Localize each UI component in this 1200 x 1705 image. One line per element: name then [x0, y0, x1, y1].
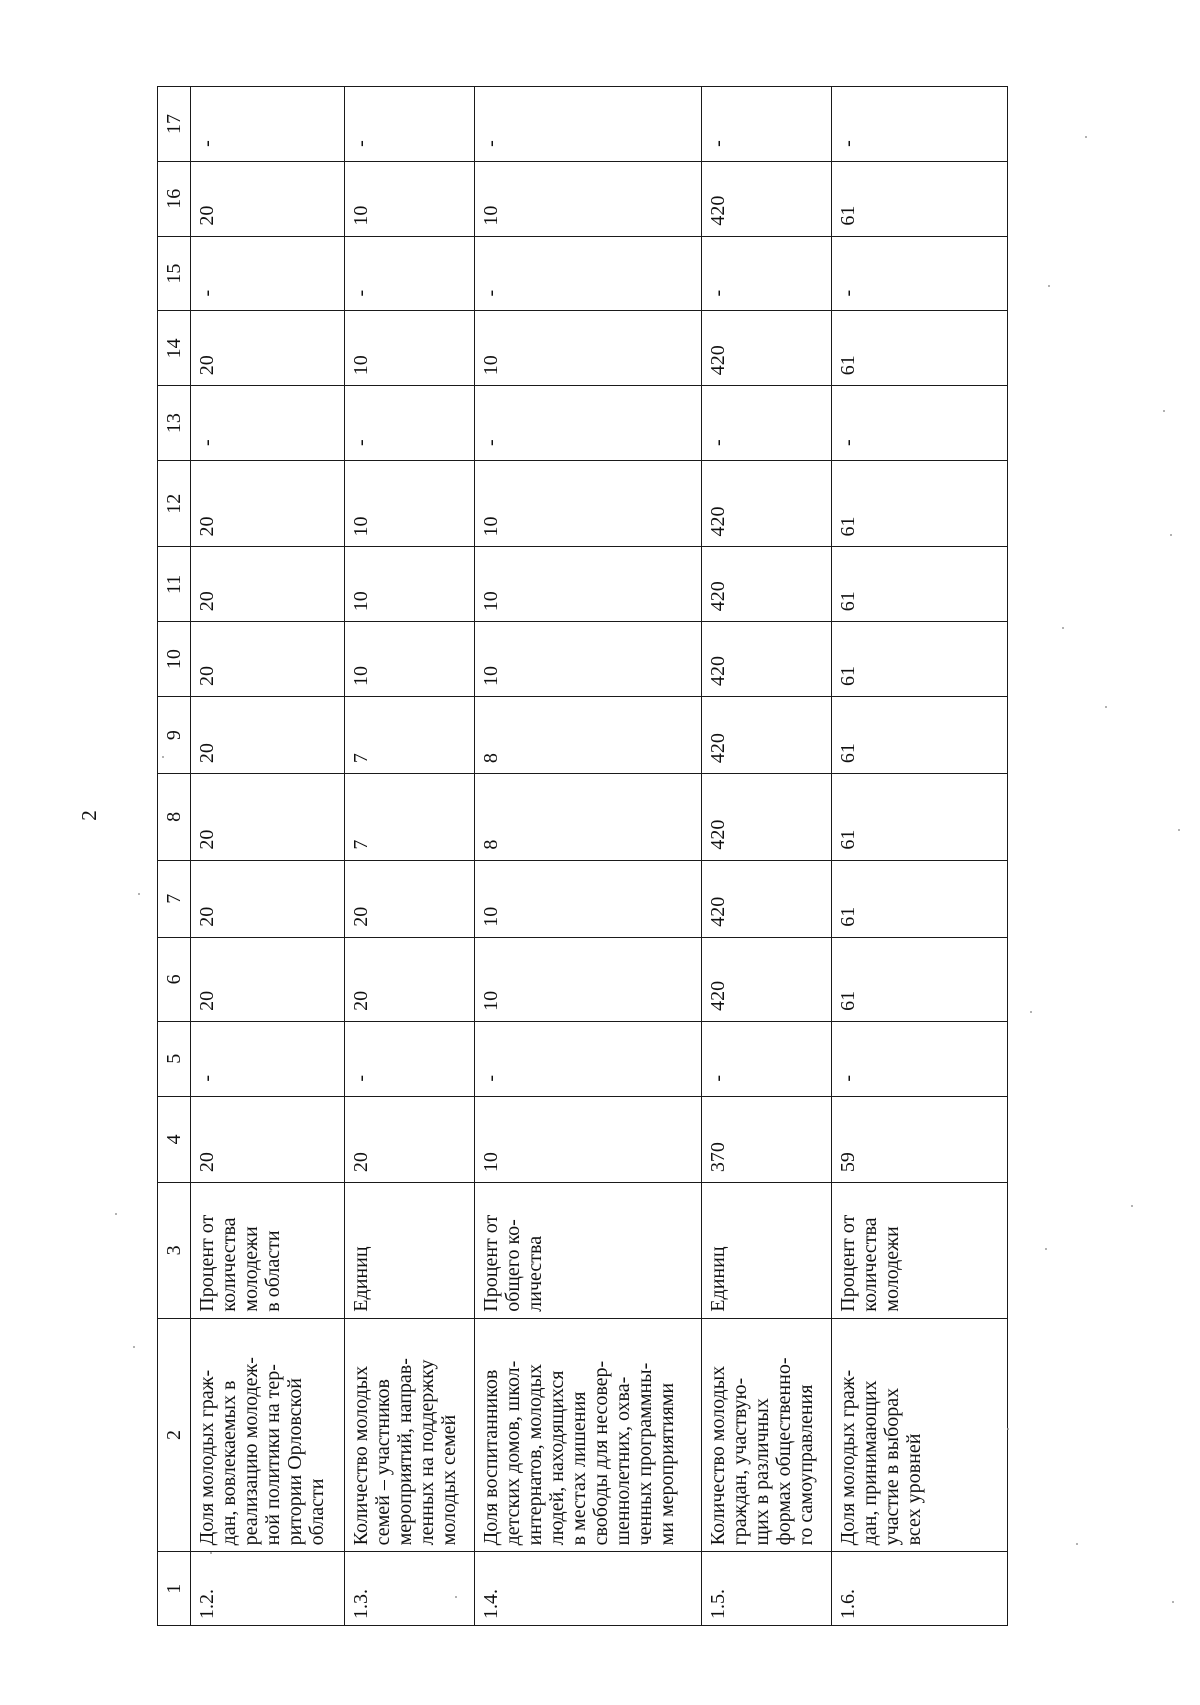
value-cell: 420 — [702, 547, 832, 622]
value-cell: - — [702, 1021, 832, 1096]
column-header-10: 10 — [158, 622, 191, 697]
value-cell: 7 — [345, 774, 475, 860]
value-cell: 10 — [345, 622, 475, 697]
column-header-8: 8 — [158, 774, 191, 860]
row-number-cell: 1.5. — [702, 1552, 832, 1626]
value-cell: - — [832, 386, 1008, 461]
scan-speck — [1105, 706, 1107, 708]
scan-speck — [1048, 285, 1050, 287]
value-cell: - — [832, 236, 1008, 311]
table-row — [475, 87, 702, 1626]
value-cell: 20 — [191, 937, 345, 1021]
table-row — [191, 87, 345, 1626]
column-header-1: 1 — [158, 1552, 191, 1626]
value-cell: 20 — [191, 697, 345, 774]
table-row — [345, 87, 475, 1626]
value-cell: 20 — [191, 547, 345, 622]
value-cell: - — [702, 87, 832, 162]
value-cell: 8 — [475, 697, 702, 774]
value-cell: - — [475, 87, 702, 162]
value-cell: - — [475, 1021, 702, 1096]
value-cell: - — [345, 236, 475, 311]
page-number: 2 — [76, 810, 101, 821]
table-body — [191, 87, 1008, 1626]
table-row — [832, 87, 1008, 1626]
rotated-table-container — [157, 86, 1007, 1626]
row-number-cell: 1.4. — [475, 1552, 702, 1626]
scan-speck — [1007, 1428, 1009, 1430]
column-header-7: 7 — [158, 860, 191, 937]
indicator-name-cell: Количество молодых граждан, участвую- щих в различных формах общественно- го самоуправления — [702, 1318, 832, 1552]
column-header-11: 11 — [158, 547, 191, 622]
indicator-name-cell: Доля молодых граж- дан, вовлекаемых в реализацию молодеж- ной политики на тер- ритории Орловской области — [191, 1318, 345, 1552]
value-cell: 10 — [475, 1096, 702, 1182]
scan-speck — [210, 1552, 212, 1554]
column-header-13: 13 — [158, 386, 191, 461]
value-cell: 10 — [345, 461, 475, 547]
value-cell: 20 — [191, 311, 345, 386]
column-header-6: 6 — [158, 937, 191, 1021]
value-cell: 20 — [191, 161, 345, 236]
scan-speck — [1163, 410, 1165, 412]
value-cell: - — [191, 386, 345, 461]
value-cell: 420 — [702, 697, 832, 774]
value-cell: - — [702, 236, 832, 311]
value-cell: 20 — [345, 860, 475, 937]
value-cell: 10 — [475, 622, 702, 697]
value-cell: 20 — [191, 622, 345, 697]
scan-speck — [115, 1213, 117, 1215]
scan-speck — [1131, 1205, 1133, 1207]
value-cell: 10 — [475, 461, 702, 547]
scan-speck — [138, 893, 140, 895]
column-header-2: 2 — [158, 1318, 191, 1552]
unit-cell: Процент от общего ко- личества — [475, 1183, 702, 1319]
value-cell: - — [475, 386, 702, 461]
value-cell: 8 — [475, 774, 702, 860]
value-cell: 61 — [832, 311, 1008, 386]
indicator-name-cell: Доля воспитанников детских домов, школ- интернатов, молодых людей, находящихся в местах лишения свободы для несовер- шеннолетних, охва- ченных программны- ми мероприятиями — [475, 1318, 702, 1552]
value-cell: 20 — [191, 774, 345, 860]
value-cell: 420 — [702, 937, 832, 1021]
scan-speck — [455, 1596, 457, 1598]
value-cell: - — [475, 236, 702, 311]
value-cell: 61 — [832, 547, 1008, 622]
column-header-15: 15 — [158, 236, 191, 311]
column-header-3: 3 — [158, 1183, 191, 1319]
value-cell: - — [191, 1021, 345, 1096]
indicator-name-cell: Количество молодых семей – участников мероприятий, направ- ленных на поддержку молодых семей — [345, 1318, 475, 1552]
value-cell: - — [345, 1021, 475, 1096]
column-header-4: 4 — [158, 1096, 191, 1182]
scan-speck — [1076, 1543, 1078, 1545]
scan-speck — [1045, 1248, 1047, 1250]
unit-cell: Единиц — [702, 1183, 832, 1319]
value-cell: - — [345, 386, 475, 461]
value-cell: 20 — [191, 1096, 345, 1182]
value-cell: 10 — [345, 547, 475, 622]
unit-cell: Единиц — [345, 1183, 475, 1319]
value-cell: 10 — [345, 161, 475, 236]
value-cell: 420 — [702, 860, 832, 937]
value-cell: 20 — [345, 937, 475, 1021]
value-cell: 61 — [832, 774, 1008, 860]
value-cell: 10 — [475, 311, 702, 386]
value-cell: 61 — [832, 161, 1008, 236]
row-number-cell: 1.3. — [345, 1552, 475, 1626]
value-cell: - — [832, 87, 1008, 162]
scan-speck — [1030, 1011, 1032, 1013]
scan-speck — [1178, 829, 1180, 831]
column-header-14: 14 — [158, 311, 191, 386]
row-number-cell: 1.2. — [191, 1552, 345, 1626]
column-header-16: 16 — [158, 161, 191, 236]
column-header-12: 12 — [158, 461, 191, 547]
scan-speck — [1062, 627, 1064, 629]
value-cell: 10 — [475, 937, 702, 1021]
value-cell: 420 — [702, 311, 832, 386]
scan-speck — [162, 756, 164, 758]
value-cell: - — [702, 386, 832, 461]
value-cell: 10 — [475, 547, 702, 622]
value-cell: 7 — [345, 697, 475, 774]
scan-speck — [1085, 136, 1087, 138]
indicators-table — [157, 86, 1008, 1626]
unit-cell: Процент от количества молодежи в области — [191, 1183, 345, 1319]
value-cell: 61 — [832, 860, 1008, 937]
value-cell: - — [191, 87, 345, 162]
value-cell: - — [832, 1021, 1008, 1096]
value-cell: 61 — [832, 461, 1008, 547]
value-cell: 61 — [832, 622, 1008, 697]
value-cell: 370 — [702, 1096, 832, 1182]
value-cell: 420 — [702, 461, 832, 547]
scan-speck — [133, 1346, 135, 1348]
value-cell: 420 — [702, 774, 832, 860]
value-cell: 420 — [702, 161, 832, 236]
table-row — [702, 87, 832, 1626]
column-header-5: 5 — [158, 1021, 191, 1096]
value-cell: 10 — [475, 860, 702, 937]
unit-cell: Процент от количества молодежи — [832, 1183, 1008, 1319]
scan-speck — [1172, 1601, 1174, 1603]
scan-speck — [1170, 534, 1172, 536]
table-header-row — [158, 87, 191, 1626]
value-cell: 61 — [832, 697, 1008, 774]
value-cell: 420 — [702, 622, 832, 697]
row-number-cell: 1.6. — [832, 1552, 1008, 1626]
value-cell: 10 — [475, 161, 702, 236]
column-header-9: 9 — [158, 697, 191, 774]
value-cell: - — [191, 236, 345, 311]
indicator-name-cell: Доля молодых граж- дан, принимающих участие в выборах всех уровней — [832, 1318, 1008, 1552]
value-cell: 59 — [832, 1096, 1008, 1182]
value-cell: 61 — [832, 937, 1008, 1021]
column-header-17: 17 — [158, 87, 191, 162]
value-cell: 20 — [191, 860, 345, 937]
value-cell: 10 — [345, 311, 475, 386]
value-cell: 20 — [345, 1096, 475, 1182]
value-cell: - — [345, 87, 475, 162]
value-cell: 20 — [191, 461, 345, 547]
